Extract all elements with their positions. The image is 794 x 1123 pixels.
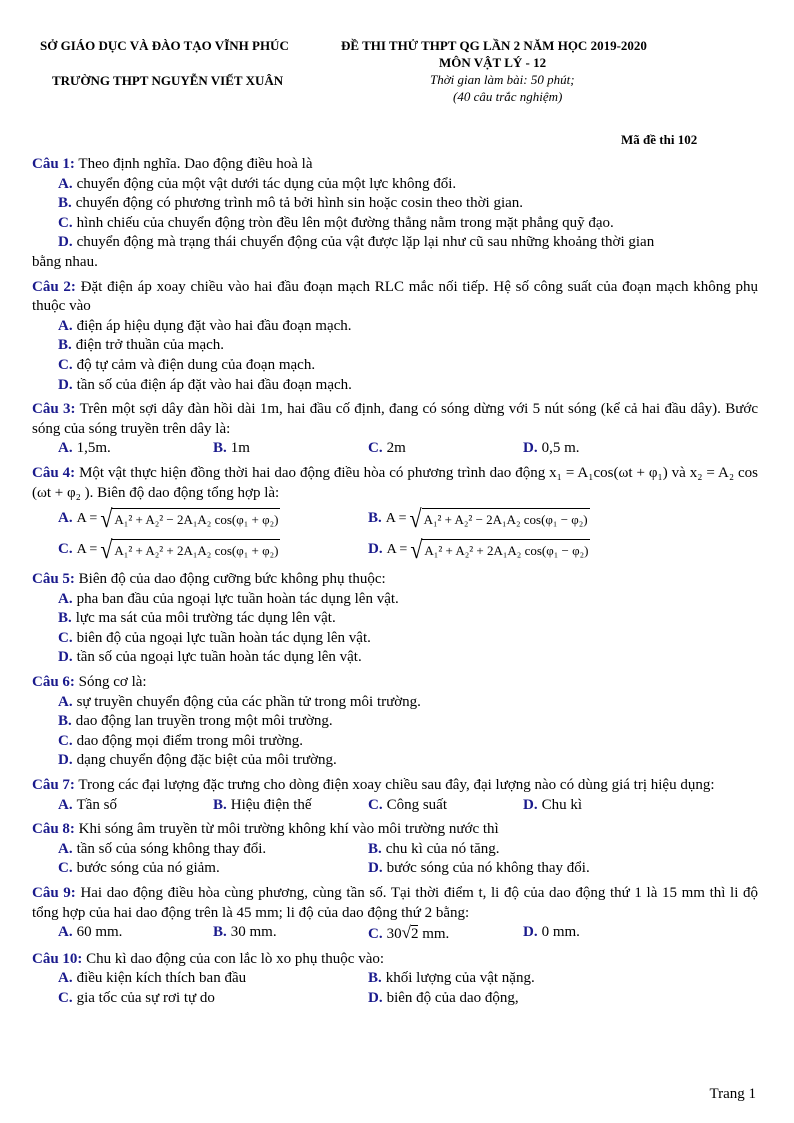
option-c[interactable]: C. biên độ của ngoại lực tuần hoàn tác dụng lên vật. xyxy=(58,629,371,646)
option-b[interactable]: B. chuyển động có phương trình mô tả bởi hình sin hoặc cosin theo thời gian. xyxy=(58,195,524,212)
question-text: Biên độ của dao động cưỡng bức không phụ thuộc: xyxy=(74,571,386,588)
question-text: Trong các đại lượng đặc trưng cho dòng điện xoay chiều sau đây, đại lượng nào có dùng giá trị hiệu dụng: xyxy=(74,777,715,794)
question-10 xyxy=(32,950,758,1009)
option-b[interactable]: B. Hiệu điện thế xyxy=(213,796,312,813)
question-number: Câu 6: xyxy=(32,674,75,691)
option-c[interactable]: C. bước sóng của nó giảm. xyxy=(58,860,220,877)
option-a[interactable]: A. sự truyền chuyển động của các phần tử trong môi trường. xyxy=(58,693,421,710)
question-number: Câu 7: xyxy=(32,777,75,794)
question-number: Câu 9: xyxy=(32,885,76,901)
question-text: Chu kì dao động của con lắc lò xo phụ thuộc vào: xyxy=(82,950,385,967)
option-b[interactable]: B. 30 mm. xyxy=(213,924,277,941)
option-d[interactable]: D. tần số của ngoại lực tuần hoàn tác dụng lên vật. xyxy=(58,649,362,666)
page-number: Trang 1 xyxy=(709,1086,756,1102)
question-text: Một vật thực hiện đồng thời hai dao động điều hòa có phương trình dao động x₁ = A₁cos(ωt + φ₁) và x₂ = A₂ cos (ωt + φ₂ ). Biên độ dao động tổng hợp là: xyxy=(32,464,758,501)
option-a[interactable]: A. Tần số xyxy=(58,796,118,813)
subject-title: MÔN VẬT LÝ - 12 xyxy=(439,55,547,70)
exam-title: ĐỀ THI THỬ THPT QG LẦN 2 NĂM HỌC 2019-2020 xyxy=(341,38,647,53)
question-9 xyxy=(32,884,758,945)
option-b[interactable]: B. A = √ A₁² + A₂² − 2A₁A₂ cos(φ₁ − φ₂) xyxy=(368,503,588,533)
option-a[interactable]: A. chuyển động của một vật dưới tác dụng của một lực không đổi. xyxy=(58,175,457,192)
option-d[interactable]: D. dạng chuyển động đặc biệt của môi trường. xyxy=(58,752,337,769)
sqrt-icon: √ xyxy=(401,923,411,943)
option-b[interactable]: B. chu kì của nó tăng. xyxy=(368,840,500,857)
question-6 xyxy=(32,673,758,771)
option-c[interactable]: C. gia tốc của sự rơi tự do xyxy=(58,989,215,1006)
option-d[interactable]: D. Chu kì xyxy=(523,796,583,813)
sqrt-icon: √ xyxy=(409,503,422,533)
option-b[interactable]: B. dao động lan truyền trong một môi trường. xyxy=(58,713,333,730)
option-d[interactable]: D. A = √ A₁² + A₂² + 2A₁A₂ cos(φ₁ − φ₂) xyxy=(368,534,589,564)
question-number: Câu 8: xyxy=(32,821,75,838)
exam-body xyxy=(32,155,758,1014)
school-name: TRƯỜNG THPT NGUYỄN VIẾT XUÂN xyxy=(52,73,284,88)
question-text: Trên một sợi dây đàn hồi dài 1m, hai đầu cố định, đang có sóng dừng với 5 nút sóng (kể cả hai đầu dây). Bước sóng của sóng truyền trên dây là: xyxy=(32,401,758,437)
question-1 xyxy=(32,155,758,273)
question-number: Câu 1: xyxy=(32,156,75,172)
option-a[interactable]: A. pha ban đầu của ngoại lực tuần hoàn tác dụng lên vật. xyxy=(58,590,399,607)
time-limit: Thời gian làm bài: 50 phút; xyxy=(430,72,575,87)
formula: A = √ A₁² + A₂² − 2A₁A₂ cos(φ₁ − φ₂) xyxy=(385,503,588,533)
option-d[interactable]: D. chuyển động mà trạng thái chuyển động của vật được lặp lại như cũ sau những khoảng thời gian xyxy=(58,234,655,251)
option-d-continuation: bằng nhau. xyxy=(32,253,98,270)
question-number: Câu 3: xyxy=(32,401,76,418)
option-a[interactable]: A. tần số của sóng không thay đổi. xyxy=(58,840,267,857)
option-a[interactable]: A. điện áp hiệu dụng đặt vào hai đầu đoạn mạch. xyxy=(58,317,352,334)
formula: A = √ A₁² + A₂² + 2A₁A₂ cos(φ₁ − φ₂) xyxy=(386,534,589,564)
option-b[interactable]: B. khối lượng của vật nặng. xyxy=(368,970,535,987)
question-2 xyxy=(32,278,758,396)
question-7 xyxy=(32,776,758,815)
option-c[interactable]: C. 30√2 mm. xyxy=(368,923,450,943)
question-4 xyxy=(32,464,758,565)
sqrt-icon: √ xyxy=(100,503,113,533)
option-d[interactable]: D. bước sóng của nó không thay đổi. xyxy=(368,860,590,877)
question-text: Sóng cơ là: xyxy=(74,674,147,691)
question-text: Hai dao động điều hòa cùng phương, cùng tần số. Tại thời điểm t, li độ của dao động thứ 1 là 15 mm thì li độ tổng hợp của hai dao động trên là 45 mm; li độ của dao động thứ 2 bằng: xyxy=(32,885,759,921)
option-a[interactable]: A. 1,5m. xyxy=(58,440,111,457)
option-d[interactable]: D. 0,5 m. xyxy=(523,440,580,457)
question-number: Câu 4: xyxy=(32,464,76,481)
option-c[interactable]: C. hình chiếu của chuyển động tròn đều lên một đường thẳng nằm trong mặt phẳng quỹ đạo. xyxy=(58,214,614,231)
sqrt-icon: √ xyxy=(100,534,113,564)
option-b[interactable]: B. lực ma sát của môi trường tác dụng lên vật. xyxy=(58,610,336,627)
question-5 xyxy=(32,570,758,668)
question-text: Đặt điện áp xoay chiều vào hai đầu đoạn mạch RLC mắc nối tiếp. Hệ số công suất của đoạn mạch không phụ thuộc vào xyxy=(32,278,759,315)
option-c[interactable]: C. Công suất xyxy=(368,796,448,813)
option-d[interactable]: D. biên độ của dao động, xyxy=(368,989,519,1006)
option-b[interactable]: B. 1m xyxy=(213,440,250,457)
option-c[interactable]: C. A = √ A₁² + A₂² + 2A₁A₂ cos(φ₁ + φ₂) xyxy=(58,534,279,564)
option-c[interactable]: C. 2m xyxy=(368,440,406,457)
option-d[interactable]: D. tần số của điện áp đặt vào hai đầu đoạn mạch. xyxy=(58,376,352,393)
department-name: SỞ GIÁO DỤC VÀ ĐÀO TẠO VĨNH PHÚC xyxy=(40,38,289,53)
exam-code: Mã đề thi 102 xyxy=(621,132,698,147)
option-c[interactable]: C. dao động mọi điểm trong môi trường. xyxy=(58,732,304,749)
option-c[interactable]: C. độ tự cảm và điện dung của đoạn mạch. xyxy=(58,356,316,373)
option-a[interactable]: A. điều kiện kích thích ban đầu xyxy=(58,970,247,987)
question-count: (40 câu trắc nghiệm) xyxy=(453,89,563,104)
option-d[interactable]: D. 0 mm. xyxy=(523,924,580,941)
question-8 xyxy=(32,820,758,879)
question-number: Câu 5: xyxy=(32,571,75,588)
sqrt-icon: √ xyxy=(410,534,423,564)
formula: A = √ A₁² + A₂² + 2A₁A₂ cos(φ₁ + φ₂) xyxy=(76,534,279,564)
formula: A = √ A₁² + A₂² − 2A₁A₂ cos(φ₁ + φ₂) xyxy=(76,503,279,533)
option-b[interactable]: B. điện trở thuần của mạch. xyxy=(58,337,225,354)
question-text: Theo định nghĩa. Dao động điều hoà là xyxy=(74,156,313,172)
question-text: Khi sóng âm truyền từ môi trường không khí vào môi trường nước thì xyxy=(74,821,499,838)
question-3 xyxy=(32,400,758,459)
question-number: Câu 2: xyxy=(32,278,76,295)
option-a[interactable]: A. 60 mm. xyxy=(58,924,123,941)
option-a[interactable]: A. A = √ A₁² + A₂² − 2A₁A₂ cos(φ₁ + φ₂) xyxy=(58,503,279,533)
question-number: Câu 10: xyxy=(32,950,83,967)
